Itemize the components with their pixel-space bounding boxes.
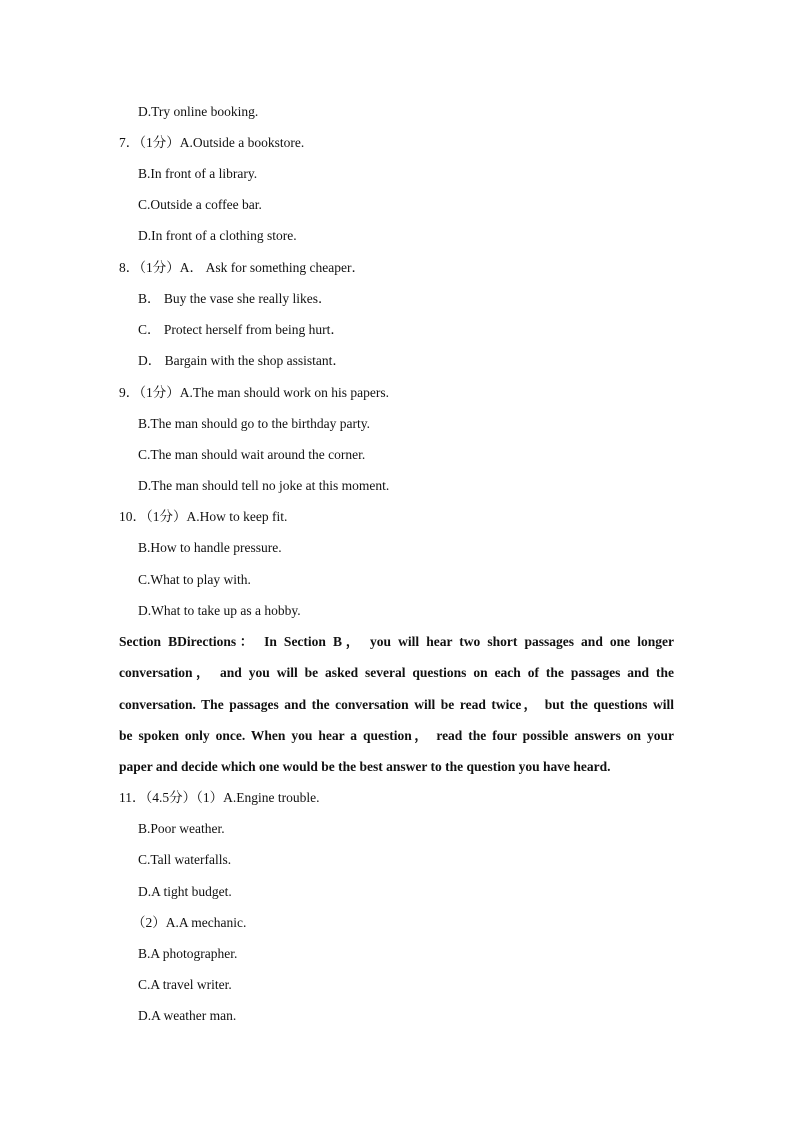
- q11-part1-option-d: D.A tight budget.: [138, 884, 232, 899]
- q8-option-c: C． Protect herself from being hurt．: [138, 322, 344, 337]
- q7-option-c: C.Outside a coffee bar.: [138, 197, 262, 212]
- q10-option-a: 10．（1分）A.How to keep fit.: [119, 509, 288, 524]
- q11-part2-option-a: （2）A.A mechanic.: [132, 915, 247, 930]
- q11-part1-option-a: 11．（4.5分）（1）A.Engine trouble.: [119, 790, 320, 805]
- q10-option-d: D.What to take up as a hobby.: [138, 603, 301, 618]
- q8-option-d: D． Bargain with the shop assistant．: [138, 353, 346, 368]
- q8-option-a: 8．（1分）A． Ask for something cheaper．: [119, 260, 365, 275]
- q9-option-a: 9．（1分）A.The man should work on his papers.: [119, 385, 389, 400]
- q11-part2-option-d: D.A weather man.: [138, 1008, 237, 1023]
- q7-option-d: D.In front of a clothing store.: [138, 228, 297, 243]
- section-b-directions-line: Section BDirections： In Section B， you will hear two short passages and one longer: [119, 634, 674, 649]
- q11-part1-option-b: B.Poor weather.: [138, 821, 225, 836]
- section-b-directions-line: conversation， and you will be asked several questions on each of the passages and the: [119, 665, 674, 680]
- q10-option-b: B.How to handle pressure.: [138, 540, 282, 555]
- q11-part2-option-b: B.A photographer.: [138, 946, 238, 961]
- q7-option-a: 7．（1分）A.Outside a bookstore.: [119, 135, 305, 150]
- q6-option-d: D.Try online booking.: [138, 104, 259, 119]
- section-b-directions-line: be spoken only once. When you hear a question， read the four possible answers on your: [119, 728, 674, 743]
- q9-option-d: D.The man should tell no joke at this moment.: [138, 478, 390, 493]
- section-b-directions-line: paper and decide which one would be the best answer to the question you have heard.: [119, 759, 611, 774]
- q11-part2-option-c: C.A travel writer.: [138, 977, 232, 992]
- q11-part1-option-c: C.Tall waterfalls.: [138, 852, 232, 867]
- q10-option-c: C.What to play with.: [138, 572, 251, 587]
- q9-option-b: B.The man should go to the birthday party.: [138, 416, 370, 431]
- q9-option-c: C.The man should wait around the corner.: [138, 447, 366, 462]
- q7-option-b: B.In front of a library.: [138, 166, 258, 181]
- q8-option-b: B． Buy the vase she really likes．: [138, 291, 332, 306]
- section-b-directions-line: conversation. The passages and the conversation will be read twice， but the questions will: [119, 697, 674, 712]
